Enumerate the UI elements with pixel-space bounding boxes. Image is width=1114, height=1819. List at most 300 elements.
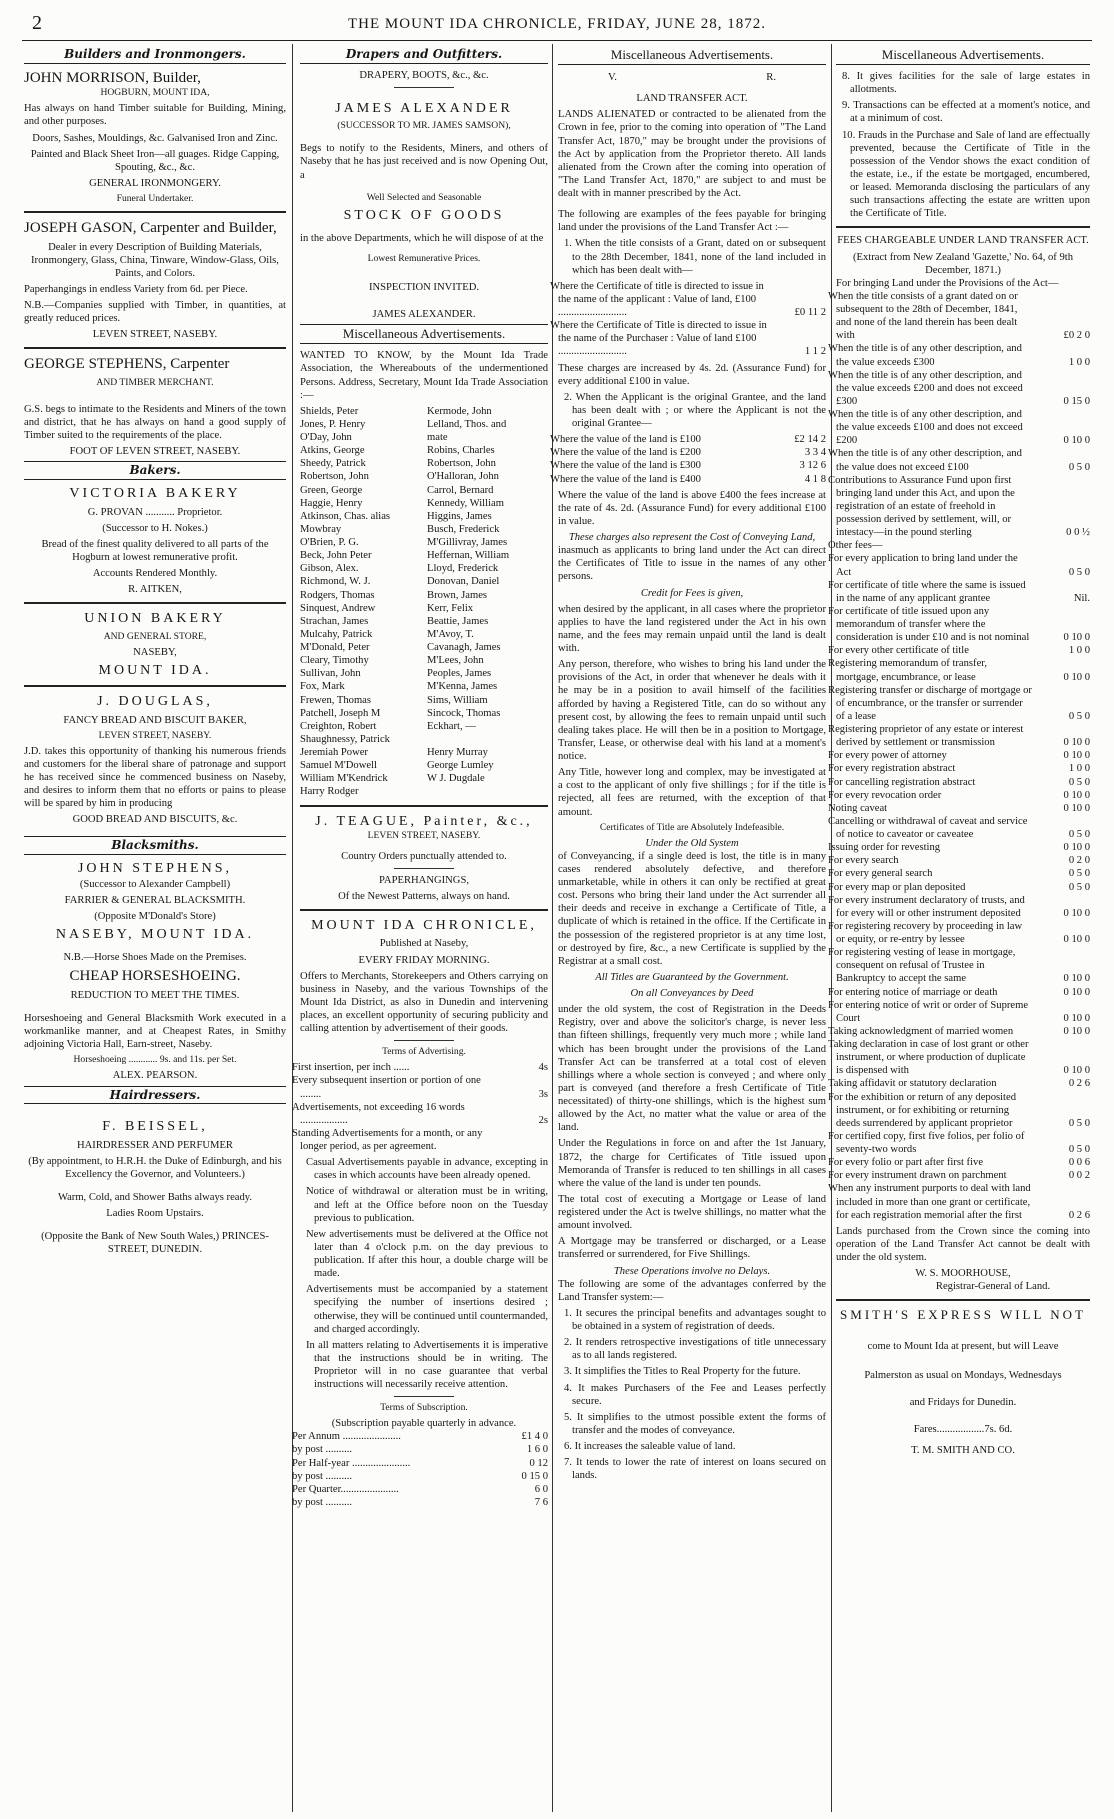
row-item: Taking declaration in case of lost grant or other instrument, or where production of duplicate is dispensed with	[828, 1039, 1029, 1077]
wanted-name: Busch, Frederick	[427, 523, 500, 535]
wanted-name: M'Lees, John	[427, 655, 484, 667]
cert-old-system: Under the Old System	[645, 837, 739, 849]
wanted-name: Shields, Peter	[300, 405, 359, 417]
land-act-anytitle: Any Title, however long and complex, may be investigated at a cost to the applicant of only five shillings ; for if the title is rejected, all fees are returned, with the exception of that amount.	[558, 767, 826, 818]
row-item: Where the value of the land is £300	[550, 460, 701, 472]
row-amount: 0 10 0	[1063, 973, 1090, 985]
advantages-intro: The following are some of the advantages conferred by the Land Transfer system:—	[558, 1278, 826, 1303]
row-item: Where the value of the land is £400	[550, 473, 701, 485]
ad-gason-text: Dealer in every Description of Building Materials, Ironmongery, Glass, China, Tinware, Window-Glass, Oils, Paints, and Colors.	[31, 241, 279, 279]
wanted-name: Sheedy, Patrick	[300, 458, 366, 470]
wanted-name: O'Day, John	[300, 432, 352, 443]
row-amount: 0 10 0	[1063, 907, 1090, 919]
row-item: Where the value of the land is £200	[550, 447, 701, 459]
ad-divider	[394, 1040, 454, 1041]
wanted-name: M'Avoy, T.	[427, 628, 474, 640]
column-3	[550, 44, 826, 1812]
wanted-name: Samuel M'Dowell	[300, 760, 377, 772]
row-amount: 0 0 2	[1068, 1170, 1090, 1182]
ad-morrison-address: HOGBURN, MOUNT IDA,	[100, 87, 210, 99]
section-heading-misc: Miscellaneous Advertisements.	[558, 46, 826, 65]
land-value-row	[558, 433, 826, 446]
fee-row	[836, 1077, 1090, 1090]
row-item: Advertisements, not exceeding 16 words ..................	[292, 1101, 465, 1126]
fee-row	[836, 867, 1090, 880]
terms-accompanied: Advertisements must be accompanied by a statement specifying the number of insertions desired ; otherwise, they will be continued until countermanded, and charged accordingly.	[306, 1284, 548, 1335]
row-item: For every power of attorney	[828, 750, 947, 762]
wanted-name: Harry Rodger	[300, 786, 359, 798]
ad-teague-street: LEVEN STREET, NASEBY.	[367, 829, 481, 841]
land-act-1: 1. When the title consists of a Grant, dated on or subsequent to the 28th December, 1841, none of the land included in which has been dealt with—	[564, 238, 826, 276]
ad-beissel-address: (Opposite the Bank of New South Wales,) PRINCES-STREET, DUNEDIN.	[41, 1231, 269, 1256]
row-amount: 1 0 0	[1068, 763, 1090, 775]
row-amount: 0 10 0	[1063, 986, 1090, 998]
row-item: Taking affidavit or statutory declaration	[828, 1078, 997, 1090]
ad-cheap-text: Horseshoeing and General Blacksmith Work executed in a workmanlike manner, and at Cheapest Rates, in Smithy adjoining Victoria Hall, Earn-street, Naseby.	[24, 1013, 286, 1051]
ad-jstephens-name: JOHN STEPHENS,	[77, 861, 232, 877]
row-amount: £0 2 0	[1063, 330, 1090, 342]
ad-beissel-name: F. BEISSEL,	[102, 1119, 208, 1135]
wanted-name: M'Kenna, James	[427, 681, 498, 693]
advantage-item: 2. It renders retrospective investigations of title unnecessary as to all lands registered.	[564, 1337, 826, 1362]
wanted-name: O'Halloran, John	[427, 471, 499, 483]
fee-amount: £0 11 2	[794, 307, 826, 319]
row-item: For cancelling registration abstract	[828, 776, 976, 788]
land-act-when: when desired by the applicant, in all cases where the proprietor applies to have the land registered under the Act in his own name, and the fees may remain unpaid until the land is dealt with.	[558, 603, 826, 655]
fee-item: Where the Certificate of Title is directed to issue in the name of the Purchaser : Value of land £100 ..........................	[550, 320, 767, 358]
row-amount: 1 0 0	[1068, 645, 1090, 657]
fee-row	[836, 408, 1090, 447]
advantages-list	[558, 1307, 826, 1483]
ad-victoria-name: VICTORIA BAKERY	[69, 486, 241, 502]
ad-douglas-street: LEVEN STREET, NASEBY.	[98, 729, 212, 741]
wanted-name: William M'Kendrick	[300, 773, 388, 785]
subscription-row	[300, 1470, 548, 1483]
row-item: For every folio or part after first five	[828, 1157, 984, 1169]
ad-douglas-name: J. DOUGLAS,	[97, 694, 213, 710]
ad-divider	[300, 805, 548, 807]
row-item: When the title is of any other description, and the value exceeds £200 and does not exceed £300	[828, 369, 1023, 407]
ad-alexander-signature: JAMES ALEXANDER.	[372, 309, 476, 321]
ad-teague-text: Country Orders punctually attended to.	[341, 850, 507, 862]
wanted-name: Kerr, Felix	[427, 602, 474, 614]
row-amount: £1 4 0	[521, 1431, 548, 1443]
terms-advertising-table	[292, 1061, 548, 1153]
fee-row	[836, 539, 1090, 552]
wanted-name: Haggie, Henry	[300, 497, 363, 509]
terms-casual: Casual Advertisements payable in advance, excepting in cases in which accounts have been already opened.	[306, 1157, 548, 1182]
land-act-inasmuch: inasmuch as applicants to bring land under the Act can direct the Certificates of Title to issue in the names of any other persons.	[558, 545, 826, 583]
ad-morrison-text: Has always on hand Timber suitable for Building, Mining, and other purposes.	[24, 103, 286, 128]
page-number: 2	[32, 12, 42, 34]
fee-row	[836, 789, 1090, 802]
fee-amount: 1 1 2	[804, 346, 826, 358]
wanted-name: Kermode, John	[427, 405, 492, 417]
terms-row	[300, 1101, 548, 1127]
row-item: When any instrument purports to deal with land included in more than one grant or certificate, for each registration memorial after the first	[828, 1183, 1031, 1221]
row-amount: 0 10 0	[1063, 750, 1090, 762]
row-amount: 0 5 0	[1068, 1117, 1090, 1129]
row-item: For entering notice of writ or order of Supreme Court	[828, 999, 1029, 1024]
subscription-row	[300, 1496, 548, 1509]
subscription-row	[300, 1443, 548, 1456]
row-item: Taking acknowledgment of married women	[828, 1025, 1014, 1037]
row-amount: 3 12 6	[799, 460, 826, 472]
wanted-name: Henry Murray	[427, 747, 488, 758]
ad-chronicle-name: MOUNT IDA CHRONICLE,	[311, 918, 537, 934]
wanted-name: Beck, John Peter	[300, 550, 372, 562]
section-heading-blacksmiths: Blacksmiths.	[24, 836, 286, 855]
row-item: When the title is of any other description, and the value exceeds £100 and does not exceed £200	[828, 409, 1023, 447]
row-item: Where the value of the land is £100	[550, 434, 701, 446]
ad-gason-nb: N.B.—Companies supplied with Timber, in quantities, at greatly reduced prices.	[24, 300, 286, 325]
row-amount: 0 2 0	[1068, 855, 1090, 867]
row-amount: 3 3 4	[804, 447, 826, 459]
wanted-name: Sinquest, Andrew	[300, 602, 376, 614]
fee-row	[836, 1025, 1090, 1038]
row-amount: £2 14 2	[794, 434, 826, 446]
ad-alexander-departments: in the above Departments, which he will dispose of at the	[300, 232, 544, 244]
row-amount: 0 10 0	[1063, 671, 1090, 683]
terms-advertising-heading: Terms of Advertising.	[382, 1046, 466, 1058]
fee-row	[836, 644, 1090, 657]
wanted-name: Mulcahy, Patrick	[300, 628, 373, 640]
row-item: Registering proprietor of any estate or interest derived by settlement or transmission	[828, 724, 1024, 749]
ad-alexander-stock: STOCK OF GOODS	[343, 207, 505, 223]
row-item: Every subsequent insertion or portion of one ........	[292, 1075, 481, 1100]
ad-morrison-doors: Doors, Sashes, Mouldings, &c. Galvanised Iron and Zinc.	[32, 132, 278, 144]
row-item: by post ..........	[292, 1444, 353, 1456]
advantage-item: 3. It simplifies the Titles to Real Property for the future.	[564, 1366, 801, 1378]
land-value-row	[558, 473, 826, 486]
fees-signature-title: Registrar-General of Land.	[935, 1281, 1051, 1293]
row-amount: 0 10 0	[1063, 737, 1090, 749]
wanted-name: Sincock, Thomas	[427, 707, 501, 719]
row-item: Per Half-year ......................	[292, 1457, 411, 1469]
wanted-name: Lloyd, Frederick	[427, 563, 499, 575]
fees-extract: (Extract from New Zealand 'Gazette,' No. 64, of 9th December, 1871.)	[852, 251, 1074, 276]
wanted-names-list	[300, 405, 548, 799]
fee-row	[836, 1130, 1090, 1156]
ad-stephens-name: GEORGE STEPHENS, Carpenter	[24, 356, 230, 373]
fee-row	[836, 723, 1090, 749]
ad-cheap-reduction: REDUCTION TO MEET THE TIMES.	[70, 989, 240, 1001]
mortgage-text-2: A Mortgage may be transferred or discharged, or a Lease transferred or surrendered, for Five Shillings.	[558, 1236, 826, 1261]
fee-row	[836, 579, 1090, 605]
column-2	[292, 44, 548, 1812]
ad-victoria-proprietor: G. PROVAN ........... Proprietor.	[87, 506, 223, 518]
wanted-name: George Lumley	[427, 760, 494, 772]
section-heading-misc: Miscellaneous Advertisements.	[300, 324, 548, 344]
section-heading-builders: Builders and Ironmongers.	[24, 46, 286, 64]
land-act-2: 2. When the Applicant is the original Grantee, and the land has been dealt with ; or where the Applicant is not the original Grantee—	[564, 391, 826, 430]
ad-alexander-successor: (SUCCESSOR TO MR. JAMES SAMSON),	[337, 120, 511, 132]
wanted-name: W J. Dugdale	[427, 773, 485, 785]
ad-chronicle-published: Published at Naseby,	[379, 938, 469, 950]
advantage-item: 4. It makes Purchasers of the Fee and Leases perfectly secure.	[564, 1382, 826, 1407]
row-amount: 0 10 0	[1063, 1012, 1090, 1024]
fees-heading: FEES CHARGEABLE UNDER LAND TRANSFER ACT.	[837, 235, 1089, 247]
wanted-name: M'Donald, Peter	[300, 642, 370, 653]
row-item: For every instrument drawn on parchment	[828, 1170, 1007, 1182]
row-amount: Nil.	[1073, 592, 1090, 604]
wanted-name: Patchell, Joseph M	[300, 707, 381, 719]
ad-divider	[24, 347, 286, 349]
ad-gason-paper: Paperhangings in endless Variety from 6d. per Piece.	[24, 283, 248, 295]
ad-alexander-invited: INSPECTION INVITED.	[368, 281, 480, 293]
row-item: When the title is of any other description, and the value does not exceed £100	[828, 448, 1022, 473]
ad-douglas-text: J.D. takes this opportunity of thanking his numerous friends and customers for the liberal share of patronage and support he has received since he commenced business on Naseby, and desires to inform them that no efforts or pains to please will be spared by him in producing	[24, 745, 286, 810]
terms-row	[300, 1074, 548, 1100]
fee-row	[836, 605, 1090, 644]
operations-note: These Operations involve no Delays.	[613, 1265, 771, 1277]
wanted-name: Kennedy, William	[427, 497, 504, 509]
row-amount: 7 6	[534, 1496, 548, 1508]
fee-row	[836, 342, 1090, 368]
row-item: Standing Advertisements for a month, or any longer period, as per agreement.	[292, 1127, 483, 1152]
wanted-name: O'Brien, P. G.	[300, 537, 359, 548]
wanted-name: Rodgers, Thomas	[300, 589, 375, 601]
fee-row	[836, 802, 1090, 815]
section-heading-hairdressers: Hairdressers.	[24, 1086, 286, 1105]
row-item: Noting caveat	[828, 802, 888, 814]
fees-lands-note: Lands purchased from the Crown since the coming into operation of the Land Transfer Act cannot be dealt with under the old system.	[836, 1225, 1090, 1264]
ad-smith-text-3: and Fridays for Dunedin.	[909, 1396, 1017, 1408]
row-item: For every instrument declaratory of trusts, and for every will or other instrument deposited	[828, 894, 1025, 919]
row-amount: 0 2 6	[1068, 1078, 1090, 1090]
ad-cheap-price: Horseshoeing ............ 9s. and 11s. per Set.	[73, 1054, 237, 1066]
land-act-any: Any person, therefore, who wishes to bring his land under the provisions of the Act, in order that whenever he deals with it he may be in a position to avail himself of the facilities afforded by having a Registered Title, can do so without any present cost, by allowing the fees to remain unpaid until such dealing takes place. He will then be in a position to Mortgage, Transfer, Lease, or otherwise deal with his land at a moment's notice.	[558, 659, 826, 763]
conv-text: under the old system, the cost of Registration in the Deeds Registry, over and above the solicitor's charge, is never less than fifteen shillings, frequently very much more ; while land which has been brought under the provisions of the Land Transfer Act can be transferred at a total cost of eleven shillings where a whole section is conveyed ; and where only part is conveyed (and therefore a fresh Certificate of Title necessitated) of thirty-one shillings, which is the highest sum allowed by the Act, no matter what the value or area of the land.	[558, 1004, 826, 1134]
fee-row	[836, 815, 1090, 841]
land-act-examples: The following are examples of the fees payable for bringing land under the provisions of the Land Transfer Act :—	[558, 209, 826, 234]
land-act-increase: These charges are increased by 4s. 2d. (Assurance Fund) for every additional £100 in value.	[558, 362, 826, 387]
ad-morrison-name: JOHN MORRISON, Builder,	[24, 69, 201, 86]
row-amount: 0 10 0	[1063, 1065, 1090, 1077]
row-item: When the title consists of a grant dated on or subsequent to the 28th of December, 1841, and none of the land therein has been dealt with	[828, 290, 1018, 342]
fee-row	[836, 447, 1090, 473]
fees-bringing: For bringing Land under the Provisions of the Act—	[836, 277, 1059, 289]
row-item: Issuing order for revesting	[828, 842, 941, 854]
wanted-name: Brown, James	[427, 589, 488, 601]
wanted-name: Beattie, James	[427, 615, 489, 627]
row-amount: 4 1 8	[804, 473, 826, 485]
fee-row	[836, 946, 1090, 985]
ad-alexander-name: JAMES ALEXANDER	[335, 101, 513, 116]
row-item: For every application to bring land under the Act	[828, 553, 1018, 578]
wanted-name: Jeremiah Power	[300, 747, 368, 758]
wanted-name: Sullivan, John	[300, 668, 361, 680]
ad-jstephens-place: NASEBY, MOUNT IDA.	[55, 926, 255, 942]
row-item: For every map or plan deposited	[828, 881, 966, 893]
terms-row	[300, 1061, 548, 1074]
fee-row	[836, 552, 1090, 578]
row-item: Registering transfer or discharge of mortgage or of encumbrance, or the transfer or surrender of a lease	[828, 684, 1032, 722]
royal-cipher-r: R.	[766, 72, 776, 84]
row-amount: 0 10 0	[1063, 435, 1090, 447]
ad-beissel-appointment: (By appointment, to H.R.H. the Duke of Edinburgh, and his Excellency the Governor, and Volunteers.)	[28, 1155, 282, 1180]
ad-jstephens-trade: FARRIER & GENERAL BLACKSMITH.	[64, 894, 246, 906]
advantage-item: 8. It gives facilities for the sale of large estates in allotments.	[842, 71, 1090, 96]
ad-union-ida: MOUNT IDA.	[98, 662, 212, 678]
row-item: Per Annum ......................	[292, 1431, 401, 1443]
row-amount: 0 12	[529, 1457, 548, 1469]
ad-divider	[24, 602, 286, 604]
ad-douglas-goods: GOOD BREAD AND BISCUITS, &c.	[72, 814, 238, 826]
fee-row	[836, 749, 1090, 762]
row-item: by post ..........	[292, 1496, 353, 1508]
advantage-item: 10. Frauds in the Purchase and Sale of land are effectually prevented, because the Certificate of Title in the possession of the Vendor shows the exact condition of the estate, i.e., if the estate be mortgaged, encumbered, or leased. Memoranda disclosing the particulars of any such transactions affecting the estate are written upon the Certificate of Title.	[842, 129, 1090, 220]
ad-smith-fares: Fares..................7s. 6d.	[913, 1423, 1013, 1435]
ad-gason-street: LEVEN STREET, NASEBY.	[92, 329, 218, 341]
fee-row	[836, 1038, 1090, 1077]
row-amount: 6 0	[534, 1483, 548, 1495]
subscription-row	[300, 1457, 548, 1470]
fee-row	[836, 474, 1090, 540]
advantage-item: 7. It tends to lower the rate of interest on loans secured on lands.	[564, 1457, 826, 1482]
row-item: For certified copy, first five folios, per folio of seventy-two words	[828, 1130, 1025, 1156]
ad-morrison-funeral: Funeral Undertaker.	[116, 193, 194, 205]
ad-drapery: DRAPERY, BOOTS, &c., &c.	[359, 69, 489, 81]
row-amount: 0 5 0	[1068, 829, 1090, 841]
land-value-table	[550, 433, 826, 486]
row-item: For every other certificate of title	[828, 645, 969, 657]
row-amount: 0 5 0	[1068, 566, 1090, 578]
row-item: For certificate of title issued upon any memorandum of transfer where the consideration is under £10 and is not nominal	[828, 605, 1030, 644]
fees-table	[828, 290, 1090, 1222]
row-amount: 0 10 0	[1063, 802, 1090, 814]
row-item: First insertion, per inch ......	[292, 1062, 410, 1074]
wanted-name: Green, George	[300, 484, 363, 496]
ad-divider	[836, 1299, 1090, 1301]
land-value-row	[558, 446, 826, 459]
subscription-row	[300, 1483, 548, 1496]
ad-jstephens-nb: N.B.—Horse Shoes Made on the Premises.	[63, 952, 247, 964]
fee-row	[558, 319, 826, 358]
row-amount: 0 5 0	[1068, 881, 1090, 893]
terms-new: New advertisements must be delivered at the Office not later than 4 o'clock p.m. on the day previous to publication. If after this hour, a double charge will be made.	[306, 1228, 548, 1280]
wanted-name: Higgins, James	[427, 510, 492, 522]
ad-beissel-baths: Warm, Cold, and Shower Baths always ready.	[57, 1192, 253, 1204]
terms-subscription-note: (Subscription payable quarterly in advance.	[331, 1418, 517, 1430]
row-item: Contributions to Assurance Fund upon first bringing land under this Act, and upon the registration of an estate of freehold in possession derived by settlement, will, or intestacy—in the pound sterling	[828, 474, 1015, 539]
conv-under: Under the Regulations in force on and after the 1st January, 1872, the charge for Certificates of Title issued upon Memoranda of Transfer is reduced to ten shillings in all cases where the value of the land is under ten pounds.	[558, 1138, 826, 1189]
ad-divider	[394, 868, 454, 869]
wanted-name: Cavanagh, James	[427, 642, 501, 653]
fee-row	[836, 684, 1090, 723]
ad-victoria-accounts: Accounts Rendered Monthly.	[92, 568, 218, 580]
ad-divider	[394, 87, 454, 88]
row-amount: 0 10 0	[1063, 789, 1090, 801]
ad-beissel-ladies: Ladies Room Upstairs.	[106, 1208, 204, 1220]
column-4	[828, 44, 1090, 1812]
land-act-credit: Credit for Fees is given,	[640, 587, 744, 599]
ad-morrison-iron: Painted and Black Sheet Iron—all guages. Ridge Capping, Spouting, &c., &c.	[30, 148, 280, 173]
royal-cipher-v: V.	[608, 72, 617, 84]
ad-beissel-trade: HAIRDRESSER AND PERFUMER	[77, 1139, 233, 1151]
mortgage-text: The total cost of executing a Mortgage or Lease of land registered under the Act is twelve shillings, no matter what the amount involved.	[558, 1193, 826, 1232]
land-value-row	[558, 459, 826, 472]
row-amount: 0 5 0	[1068, 868, 1090, 880]
row-item: For every general search	[828, 868, 933, 880]
land-act-cost: These charges also represent the Cost of Conveying Land,	[568, 532, 816, 544]
row-item: by post ..........	[292, 1470, 353, 1482]
row-amount: 4s	[538, 1062, 548, 1074]
row-item: Cancelling or withdrawal of caveat and service of notice to caveator or caveatee	[828, 815, 1028, 841]
row-item: For the exhibition or return of any deposited instrument, or for exhibiting or returning deeds surrendered by applicant proprietor	[828, 1091, 1016, 1129]
row-amount: 0 15 0	[521, 1470, 548, 1482]
row-item: Registering memorandum of transfer, mortgage, encumbrance, or lease	[828, 658, 988, 683]
wanted-name: Carrol, Bernard	[427, 484, 494, 496]
advantage-item: 5. It simplifies to the utmost possible extent the forms of transfer and the modes of conveyance.	[564, 1411, 826, 1436]
row-amount	[490, 1127, 548, 1153]
masthead	[22, 10, 1092, 41]
ad-victoria-successor: (Successor to H. Nokes.)	[102, 522, 208, 534]
ad-smith-signature: T. M. SMITH AND CO.	[911, 1445, 1015, 1457]
wanted-name: Donovan, Daniel	[427, 576, 500, 588]
fee-row	[836, 894, 1090, 920]
ad-divider	[24, 685, 286, 687]
row-amount: 0 5 0	[1068, 1144, 1090, 1156]
ad-alexander-text: Begs to notify to the Residents, Miners, and others of Naseby that he has just received and is now Opening Out, a	[300, 143, 548, 181]
wanted-name: mate	[427, 432, 448, 443]
row-amount: 0 10 0	[1063, 842, 1090, 854]
fee-row	[836, 290, 1090, 343]
fee-row	[836, 1169, 1090, 1182]
row-amount: 0 5 0	[1068, 461, 1090, 473]
row-amount: 3s	[538, 1088, 548, 1100]
ad-stephens-text: G.S. begs to intimate to the Residents and Miners of the town and district, that he has always on hand a good supply of Timber suited to the requirements of the place.	[24, 403, 286, 442]
wanted-name: Mowbray	[300, 523, 342, 535]
fee-item: Where the Certificate of title is directed to issue in the name of the applicant : Value of land, £100 ..........................	[550, 280, 764, 319]
fee-row	[836, 1182, 1090, 1221]
row-item: For every registration abstract	[828, 763, 956, 775]
wanted-name: Atkins, George	[300, 445, 365, 457]
row-item: Other fees—	[828, 540, 883, 552]
terms-subscription-table	[292, 1430, 548, 1509]
wanted-name: Robertson, John	[300, 471, 369, 483]
column-rule	[552, 44, 553, 1812]
ad-jstephens-opposite: (Opposite M'Donald's Store)	[94, 910, 216, 922]
masthead-title: THE MOUNT IDA CHRONICLE, FRIDAY, JUNE 28, 1872.	[348, 16, 766, 32]
advantage-item: 9. Transactions can be effected at a moment's notice, and at a minimum of cost.	[842, 100, 1090, 125]
ad-chronicle-text: Offers to Merchants, Storekeepers and Others carrying on business in Naseby, and the various Townships of the Mount Ida District, as also in Dunedin and intervening places, an excellent opportunity of securing publicity and calling attention by advertisement of their goods.	[300, 970, 548, 1035]
ad-victoria-aitken: R. AITKEN,	[128, 584, 182, 596]
land-act-intro: LANDS ALIENATED or contracted to be alienated from the Crown in fee, prior to the coming into operation of "The Land Transfer Act, 1870," may be brought under the provisions of the Act by application from the Proprietor thereto. All lands alienated from the Crown after the coming into operation of "The Land Transfer Act, 1870," are subject to and must be dealt with in manner prescribed by the Act.	[558, 109, 826, 200]
ad-victoria-text: Bread of the finest quality delivered to all parts of the Hogburn at lowest remunerative profit.	[41, 538, 269, 564]
ad-chronicle-every: EVERY FRIDAY MORNING.	[358, 954, 490, 966]
fee-row	[836, 920, 1090, 946]
ad-smith-text-1: come to Mount Ida at present, but will Leave	[867, 1340, 1059, 1352]
ad-divider	[394, 1396, 454, 1397]
row-item: For every search	[828, 855, 899, 867]
ad-union-naseby: NASEBY,	[133, 646, 177, 658]
land-act-1-fees	[550, 280, 826, 359]
cert-heading: Certificates of Title are Absolutely Indefeasible.	[599, 821, 785, 833]
row-item: For registering vesting of lease in mortgage, consequent on refusal of Trustee in Bankruptcy to accept the same	[828, 947, 1016, 985]
wanted-name: M'Gillivray, James	[427, 537, 508, 548]
ad-wanted-heading: WANTED TO KNOW, by the Mount Ida Trade Association, the Whereabouts of the undermentioned Persons. Address, Secretary, Mount Ida Trade Association :—	[300, 350, 548, 401]
wanted-name: Robins, Charles	[427, 445, 495, 457]
fee-row	[836, 986, 1090, 999]
fee-row	[836, 854, 1090, 867]
ad-jstephens-successor: (Successor to Alexander Campbell)	[79, 878, 231, 890]
wanted-name: Fox, Mark	[300, 681, 345, 693]
ad-smith-heading: SMITH'S EXPRESS WILL NOT	[840, 1307, 1086, 1323]
row-amount: 0 2 6	[1068, 1209, 1090, 1221]
terms-notice: Notice of withdrawal or alteration must be in writing, and left at the Office before noon on the Tuesday previous to publication.	[306, 1186, 548, 1224]
row-amount: 0 5 0	[1068, 710, 1090, 722]
